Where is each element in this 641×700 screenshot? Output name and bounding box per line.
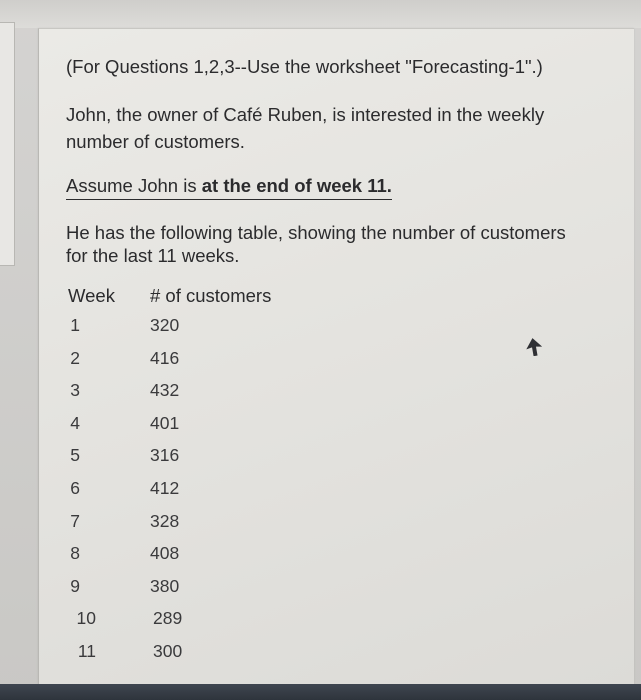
left-side-panel <box>0 22 15 266</box>
week-cell: 3 <box>70 380 80 401</box>
table-row <box>0 608 641 638</box>
table-row <box>0 380 641 410</box>
customers-cell: 412 <box>150 478 180 498</box>
week-cell: 4 <box>70 412 80 433</box>
mouse-pointer-icon <box>526 338 542 356</box>
table-row <box>0 478 641 508</box>
assumption-bold: at the end of week 11. <box>201 175 392 196</box>
table-row <box>0 348 641 378</box>
customers-cell: 289 <box>153 608 183 629</box>
table-row <box>0 413 641 443</box>
customers-column-header: # of customers <box>150 285 272 306</box>
customers-cell: 328 <box>150 510 180 531</box>
table-row <box>0 445 641 475</box>
week-cell: 6 <box>70 478 80 498</box>
table-row <box>0 543 641 573</box>
assumption-text <box>66 174 392 200</box>
table-row <box>0 315 641 345</box>
table-row <box>0 641 641 671</box>
customers-cell: 320 <box>150 315 180 335</box>
customers-cell: 408 <box>150 543 180 564</box>
table-row <box>0 576 641 606</box>
assumption-prefix: Assume John is <box>66 175 202 196</box>
table-intro-line-1: He has the following table, showing the number of customers <box>66 222 566 243</box>
intro-line-1: John, the owner of Café Ruben, is interested in the weekly <box>66 104 545 125</box>
customers-cell: 316 <box>150 445 180 466</box>
customers-cell: 401 <box>150 412 180 433</box>
week-cell: 1 <box>70 315 80 335</box>
page-background-top <box>0 0 641 28</box>
week-cell: 11 <box>77 641 96 661</box>
question-header: (For Questions 1,2,3--Use the worksheet "Forecasting-1".) <box>66 56 543 77</box>
intro-line-2: number of customers. <box>66 131 245 152</box>
screen-bottom-bar <box>0 684 641 700</box>
customers-cell: 300 <box>153 641 183 661</box>
customers-cell: 416 <box>150 347 180 368</box>
week-cell: 9 <box>70 575 80 596</box>
table-intro-line-2: for the last 11 weeks. <box>66 245 240 266</box>
week-cell: 7 <box>70 510 80 531</box>
week-cell: 2 <box>70 347 80 368</box>
customers-cell: 380 <box>150 575 180 596</box>
week-column-header: Week <box>68 285 115 306</box>
week-cell: 10 <box>76 608 96 629</box>
week-cell: 5 <box>70 445 80 466</box>
customers-cell: 432 <box>150 380 180 401</box>
table-row <box>0 511 641 541</box>
week-cell: 8 <box>70 543 80 564</box>
